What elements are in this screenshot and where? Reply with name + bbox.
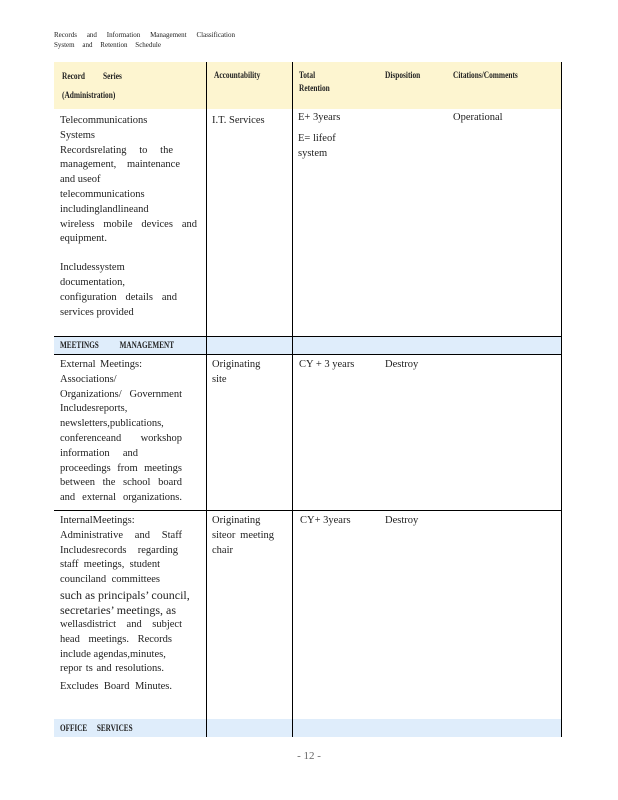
cell-record-series xyxy=(60,358,197,506)
text-line: includinglandlineand xyxy=(60,203,149,215)
text-line: services provided xyxy=(60,306,134,318)
text-line: Originating xyxy=(212,515,261,526)
text-line: wireless mobile devices and xyxy=(60,218,197,230)
document-header-line-1 xyxy=(54,30,235,40)
section-text: OFFICE xyxy=(60,723,88,733)
text-line: Recordsrelating to the xyxy=(60,144,173,156)
text-line: Administrative and Staff xyxy=(60,529,182,541)
column-divider xyxy=(206,62,207,737)
header-word: System xyxy=(54,41,75,49)
header-text: Retention xyxy=(299,83,330,93)
cell-record-series xyxy=(60,114,197,320)
table-right-border xyxy=(561,62,562,737)
text-line: system xyxy=(298,147,328,159)
text-line: InternalMeetings: xyxy=(60,515,135,526)
text-line: staff meetings, student xyxy=(60,559,160,571)
header-word: Classification xyxy=(196,31,235,39)
cell-total-retention xyxy=(298,111,340,161)
text-line: Systems xyxy=(60,129,96,141)
text-line: Includesrecords regarding xyxy=(60,544,178,556)
text-line: Associations/ xyxy=(60,373,117,385)
header-disposition: Disposition xyxy=(385,70,421,80)
text-line: I.T. Services xyxy=(212,115,265,126)
text-line: telecommunications xyxy=(60,188,145,200)
text-line: E+ 3years xyxy=(298,112,341,123)
text-line: wellasdistrict and subject xyxy=(60,618,182,630)
text-line: such as principals’ council, xyxy=(60,587,190,602)
cell-disposition: Destroy xyxy=(385,515,419,526)
header-total-retention xyxy=(299,69,330,95)
header-word: Information xyxy=(106,31,141,39)
text-line: include agendas,minutes, xyxy=(60,648,166,660)
section-label-meetings xyxy=(60,340,174,350)
header-text: Record xyxy=(62,71,85,81)
text-line: head meetings. Records xyxy=(60,633,172,645)
section-text: SERVICES xyxy=(96,723,133,733)
header-accountability: Accountability xyxy=(214,70,261,80)
text-line: chair xyxy=(212,544,233,556)
document-header xyxy=(54,30,254,50)
header-citations-comments: Citations/Comments xyxy=(453,70,518,80)
text-line: newsletters,publications, xyxy=(60,418,164,430)
section-text: MANAGEMENT xyxy=(119,340,175,350)
row-divider xyxy=(54,336,562,337)
header-word: and xyxy=(82,41,93,49)
text-line: equipment. xyxy=(60,233,107,245)
header-word: Retention xyxy=(100,41,128,49)
header-text: Total xyxy=(299,70,316,80)
cell-total-retention: CY + 3 years xyxy=(299,359,355,370)
text-line: repor ts and resolutions. xyxy=(60,663,164,675)
header-text: Series xyxy=(103,71,122,81)
cell-total-retention: CY+ 3years xyxy=(300,515,351,526)
text-line: E= lifeof xyxy=(298,132,336,144)
text-line: Originating xyxy=(212,359,261,370)
text-line: between the school board xyxy=(60,477,182,489)
cell-accountability xyxy=(212,114,265,129)
text-line: Telecommunications xyxy=(60,115,148,126)
header-record-series xyxy=(62,70,122,83)
text-line: site xyxy=(212,373,227,385)
text-line: management, maintenance xyxy=(60,159,180,171)
retention-schedule-table xyxy=(54,62,562,737)
header-word: Schedule xyxy=(135,41,161,49)
text-line: documentation, xyxy=(60,276,126,288)
header-word: Records xyxy=(54,31,77,39)
text-line: counciland committees xyxy=(60,574,160,586)
text-line: conferenceand workshop xyxy=(60,432,182,444)
text-line: Includessystem xyxy=(60,262,125,274)
column-divider xyxy=(292,62,293,737)
section-label-office-services xyxy=(60,723,133,733)
text-line: configuration details and xyxy=(60,291,177,303)
text-line: secretaries’ meetings, as xyxy=(60,602,177,617)
document-header-line-2 xyxy=(54,40,161,50)
text-line: information and xyxy=(60,447,138,459)
cell-accountability xyxy=(212,358,260,388)
cell-citations: Operational xyxy=(453,112,503,123)
page-number: - 12 - xyxy=(297,750,321,762)
text-line: and useof xyxy=(60,174,101,186)
cell-record-series xyxy=(60,514,197,695)
text-line: Excludes Board Minutes. xyxy=(60,681,172,693)
row-divider xyxy=(54,354,562,355)
text-line: siteor meeting xyxy=(212,529,274,541)
header-record-series-sub: (Administration) xyxy=(62,90,116,100)
text-line: Organizations/ Government xyxy=(60,388,182,400)
section-text: MEETINGS xyxy=(60,340,99,350)
text-line: External Meetings: xyxy=(60,359,142,370)
header-word: and xyxy=(86,31,97,39)
text-line: Includesreports, xyxy=(60,403,128,415)
cell-disposition: Destroy xyxy=(385,359,419,370)
text-line: proceedings from meetings xyxy=(60,462,182,474)
header-word: Management xyxy=(150,31,187,39)
row-divider xyxy=(54,510,562,511)
text-line: and external organizations. xyxy=(60,492,182,504)
cell-accountability xyxy=(212,514,274,558)
